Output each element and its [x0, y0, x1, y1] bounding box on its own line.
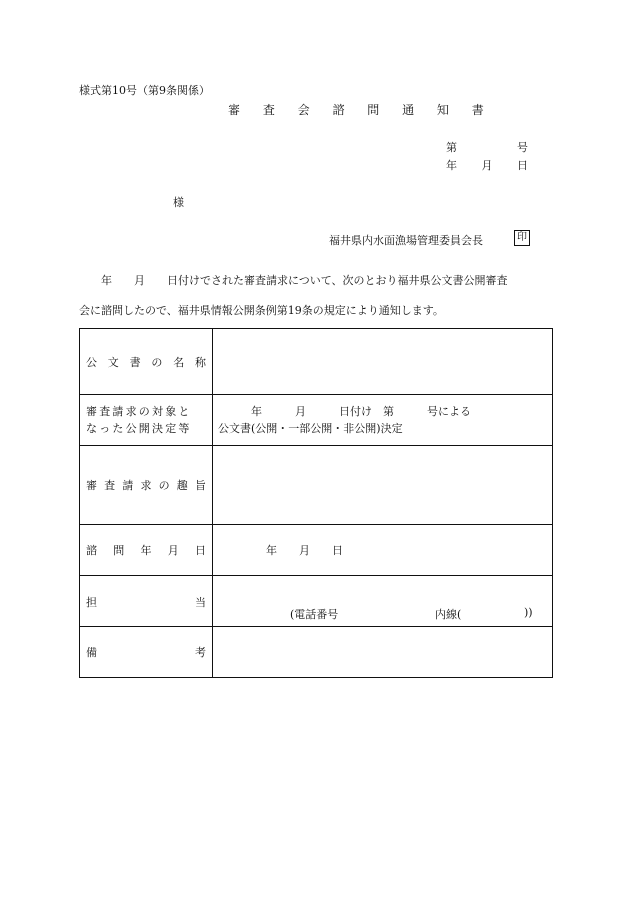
extension-label: 内線( — [435, 608, 462, 621]
inquiry-date-value: 年 月 日 — [266, 544, 343, 557]
document-title: 審 査 会 諮 問 通 知 書 — [228, 103, 494, 117]
document-name-label: 公 文 書 の 名 称 — [86, 355, 206, 369]
extension-close: )) — [524, 606, 533, 619]
row-decision — [80, 395, 553, 446]
notice-table — [79, 328, 553, 678]
decision-label-1: 審査請求の対象と — [86, 405, 192, 418]
row-purpose — [80, 446, 553, 525]
seal-mark: 印 — [514, 230, 530, 246]
row-document-name — [80, 329, 553, 395]
purpose-label: 審 査 請 求 の 趣 旨 — [86, 479, 206, 492]
decision-value-2: 公文書(公開・一部公開・非公開)決定 — [218, 422, 403, 435]
body-text-line-1: 年 月 日付けでされた審査請求について、次のとおり福井県公文書公開審査 — [79, 274, 508, 287]
document-number — [446, 139, 528, 155]
issue-date — [446, 157, 528, 173]
sender-name: 福井県内水面漁場管理委員会長 — [329, 234, 483, 247]
row-charge — [80, 576, 553, 627]
body-text-line-2: 会に諮問したので、福井県情報公開条例第19条の規定により通知します。 — [79, 304, 444, 317]
remarks-label: 備 考 — [86, 646, 206, 659]
phone-line — [218, 606, 547, 622]
decision-value-1: 年 月 日付け 第 号による — [218, 405, 471, 418]
date-day: 日 — [517, 159, 528, 172]
purpose-value[interactable] — [213, 446, 553, 525]
date-month: 月 — [481, 159, 493, 172]
inquiry-date-label: 諮 問 年 月 日 — [86, 544, 206, 557]
phone-number-label: (電話番号 — [290, 608, 339, 621]
addressee-honorific: 様 — [173, 196, 184, 209]
remarks-value[interactable] — [213, 627, 553, 678]
decision-label-2: なった公開決定等 — [86, 422, 192, 435]
date-year: 年 — [446, 159, 457, 172]
number-prefix: 第 — [446, 141, 457, 154]
charge-label: 担 当 — [86, 596, 206, 609]
form-label: 様式第10号（第9条関係） — [79, 84, 210, 97]
document-name-value[interactable] — [213, 329, 553, 395]
number-suffix: 号 — [517, 141, 528, 154]
row-remarks — [80, 627, 553, 678]
row-inquiry-date — [80, 525, 553, 576]
